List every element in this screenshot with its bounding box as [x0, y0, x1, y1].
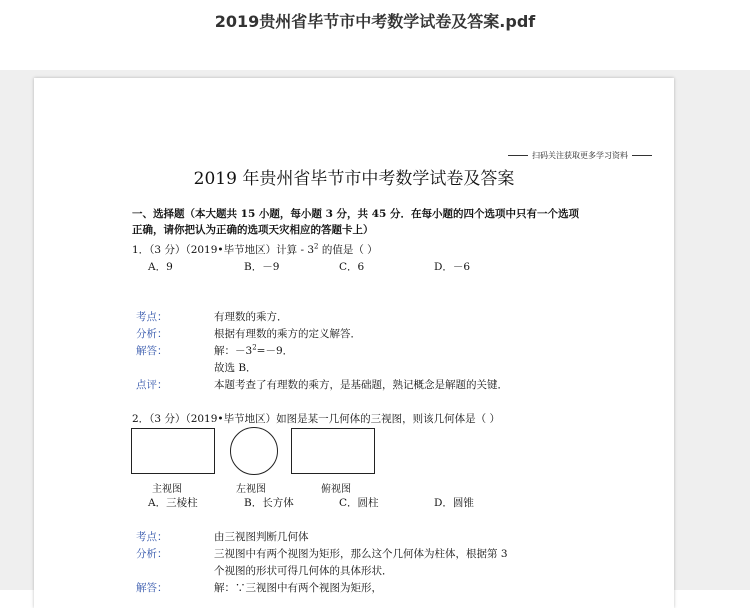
- viewer-titlebar: [0, 0, 750, 70]
- top-view-label: 俯视图: [321, 484, 351, 495]
- file-title: 2019贵州省毕节市中考数学试卷及答案.pdf: [214, 12, 536, 31]
- q2-fenxi-label: 分析：: [136, 548, 168, 560]
- q2-option-c: C．圆柱: [339, 497, 379, 509]
- q2-kaodian-label: 考点：: [136, 531, 168, 543]
- q1-option-d: D．－6: [434, 261, 471, 273]
- front-view-label: 主视图: [152, 484, 182, 495]
- q1-option-c: C．6: [339, 261, 365, 273]
- side-view-circle: [230, 427, 278, 475]
- q1-jieda-2: 故选 B．: [214, 362, 257, 374]
- q2-jieda: 解：∵三视图中有两个视图为矩形，: [214, 582, 382, 594]
- q1-kaodian-label: 考点：: [136, 311, 168, 323]
- q2-option-a: A．三棱柱: [148, 497, 198, 509]
- q2-fenxi-2: 个视图的形状可得几何体的具体形状．: [214, 565, 393, 577]
- header-note: 扫码关注获取更多学习资料: [504, 150, 656, 161]
- q1-dianping-label: 点评：: [136, 379, 168, 391]
- q2-fenxi-1: 三视图中有两个视图为矩形，那么这个几何体为柱体，根据第 3: [214, 548, 508, 560]
- pdf-page: [34, 78, 674, 608]
- q1-jieda-label: 解答：: [136, 345, 168, 357]
- q2-stem: 2．（3 分）（2019•毕节地区）如图是某一几何体的三视图，则该几何体是（ ）: [132, 413, 500, 425]
- q1-stem: 1．（3 分）（2019•毕节地区）计算 - $3^2$ 的值是（ ）: [132, 242, 378, 256]
- q2-kaodian: 由三视图判断几何体: [214, 531, 309, 543]
- section-heading: 一、选择题（本大题共 15 小题，每小题 3 分，共 45 分．在每小题的四个选项中只有一个选项正确，请你把认为正确的选项天灾相应的答题卡上）: [132, 208, 579, 236]
- q2-jieda-label: 解答：: [136, 582, 168, 594]
- q1-dianping: 本题考查了有理数的乘方，是基础题，熟记概念是解题的关键．: [214, 379, 508, 391]
- q1-option-b: B．－9: [244, 261, 280, 273]
- q2-option-d: D．圆锥: [434, 497, 474, 509]
- q2-option-b: B．长方体: [244, 497, 294, 509]
- q1-option-a: A．9: [148, 261, 173, 273]
- q1-fenxi: 根据有理数的乘方的定义解答．: [214, 328, 361, 340]
- document-title: 2019 年贵州省毕节市中考数学试卷及答案: [193, 169, 515, 189]
- document-viewport[interactable]: [0, 70, 750, 594]
- front-view-rectangle: [131, 428, 215, 474]
- q1-fenxi-label: 分析：: [136, 328, 168, 340]
- q1-kaodian: 有理数的乘方．: [214, 311, 288, 323]
- side-view-label: 左视图: [236, 484, 266, 495]
- q1-jieda: 解：$-3^2=-9$．: [214, 343, 294, 357]
- top-view-rectangle: [291, 428, 375, 474]
